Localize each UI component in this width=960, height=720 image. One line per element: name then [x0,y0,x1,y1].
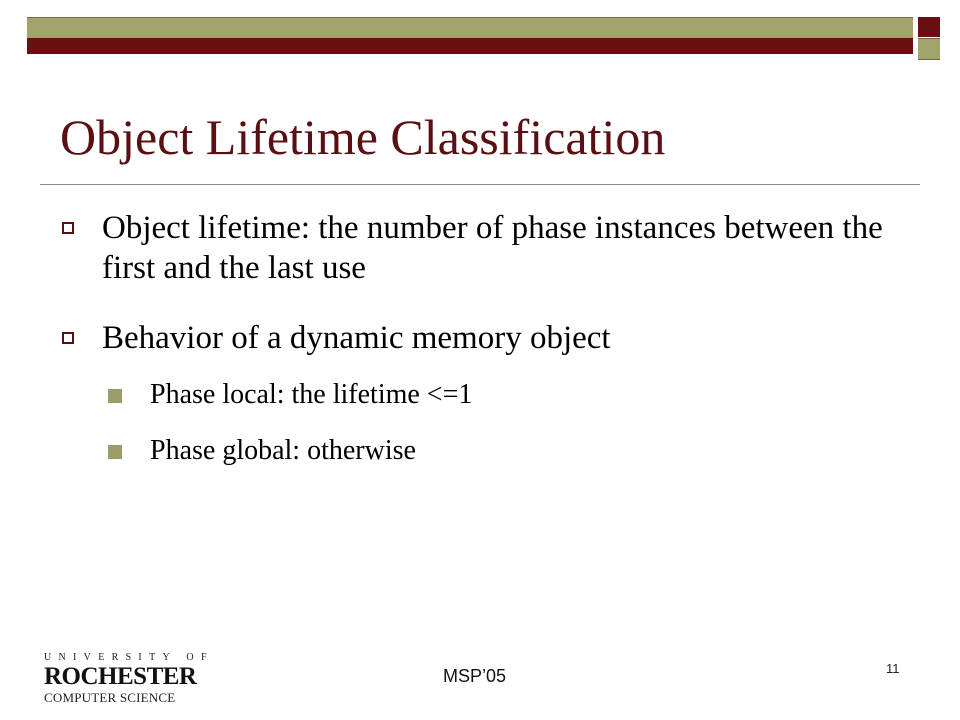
footer-text: MSP’05 [443,666,507,686]
header-corner-olive-square [918,38,940,60]
header-olive-bar [27,17,913,39]
solid-square-bullet-icon [108,445,122,459]
bullet-text: Behavior of a dynamic memory object [102,320,611,356]
sub-bullet-phase-local [108,378,472,412]
sub-bullet-text: Phase local: the lifetime <=1 [150,379,473,410]
logo-computer-science: COMPUTER SCIENCE [44,690,176,705]
title-divider [40,184,920,185]
bullet-behavior [62,318,902,358]
header-corner-maroon-square [918,17,940,37]
logo-rochester: ROCHESTER [44,663,197,690]
solid-square-bullet-icon [108,389,122,403]
hollow-square-bullet-icon [62,222,74,234]
logo-university-of: UNIVERSITY OF [44,652,214,663]
sub-bullet-phase-global [108,434,416,468]
page-number: 11 [886,661,900,676]
header-maroon-bar [27,38,913,54]
slide-title: Object Lifetime Classification [60,109,666,165]
bullet-text: Object lifetime: the number of phase instances between the first and the last use [102,210,883,286]
university-logo [44,652,214,708]
sub-bullet-text: Phase global: otherwise [150,435,416,466]
hollow-square-bullet-icon [62,332,74,344]
bullet-object-lifetime [62,208,902,288]
